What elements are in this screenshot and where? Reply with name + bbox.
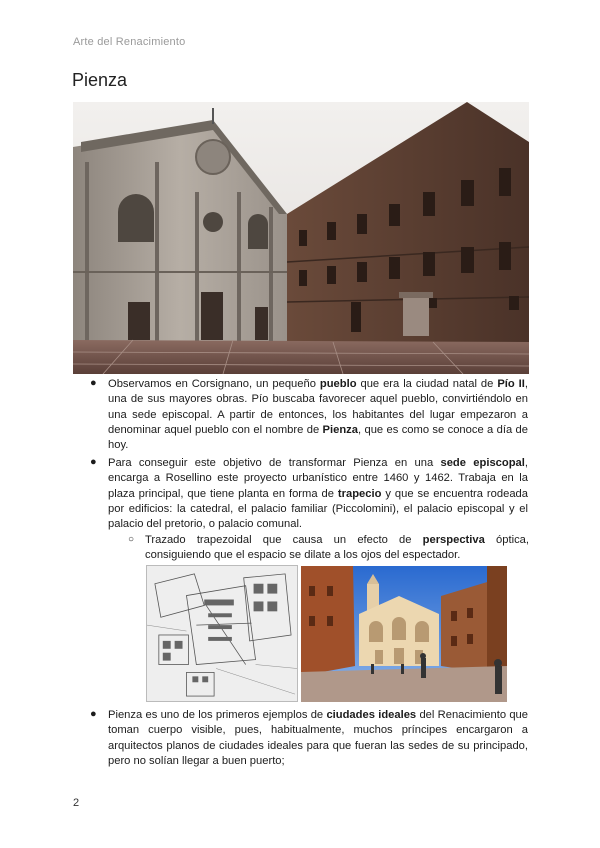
bold-term: sede episcopal [440,457,525,469]
text: , encarga a Rosellino este proyecto urbanístico entre 1460 y 1462. Trabaja en la plaza principal, que tiene planta en forma de [108,457,528,500]
sub-bullet-marker: ○ [128,534,135,545]
piazza-photo [301,566,507,702]
bold-term: perspectiva [422,534,485,546]
text: , que es como se conoce a día de hoy. [108,423,529,452]
page-number: 2 [73,797,80,809]
bullet-marker: ● [90,377,97,389]
plan-image [146,565,298,702]
text: y que se encuentra rodeada por edificios: la catedral, el palacio familiar (Piccolomini), el palacio episcopal y el palacio del pretorio, o palacio comunal. [108,487,528,531]
text: Pienza es uno de los primeros ejemplos de [108,709,327,721]
text: Para conseguir este objetivo de transformar Pienza en una [108,457,441,469]
paragraph-ciudades-ideales [108,708,528,769]
running-header: Arte del Renacimiento [73,36,186,48]
section-title: Pienza [72,70,128,90]
text: , una de sus mayores obras. Pío buscaba favorecer aquel pueblo, convirtiéndolo en una sede episcopal. A partir de entonces, los habitantes del lugar empezaron a denominar aquel pueblo con el nombre de [108,378,528,436]
bullet-marker: ● [90,456,97,468]
bold-term: trapecio [337,487,382,500]
text: del Renacimiento que toman cuerpo visible, pues, habitualmente, muchos príncipes encargaron a arquitectos planos de ciudades ideales para que fueran las sedes de su principado, pero no solían llegar a buen puerto; [108,709,529,767]
main-photo [73,102,529,374]
bold-term: Pienza [322,423,358,436]
bold-term: pueblo [319,378,357,390]
paragraph-corsignano [108,377,528,453]
bold-term: ciudades ideales [326,709,417,721]
text: Trazado trapezoidal que causa un efecto de [145,534,423,546]
paragraph-sede-episcopal [108,456,528,532]
bullet-marker: ● [90,708,97,720]
text: Observamos en Corsignano, un pequeño [108,378,320,390]
sub-paragraph-perspectiva [145,533,529,564]
text: óptica, consiguiendo que el espacio se dilate a los ojos del espectador. [145,534,529,562]
text: que era la ciudad natal de [356,378,498,390]
bold-term: Pío II [497,378,525,390]
